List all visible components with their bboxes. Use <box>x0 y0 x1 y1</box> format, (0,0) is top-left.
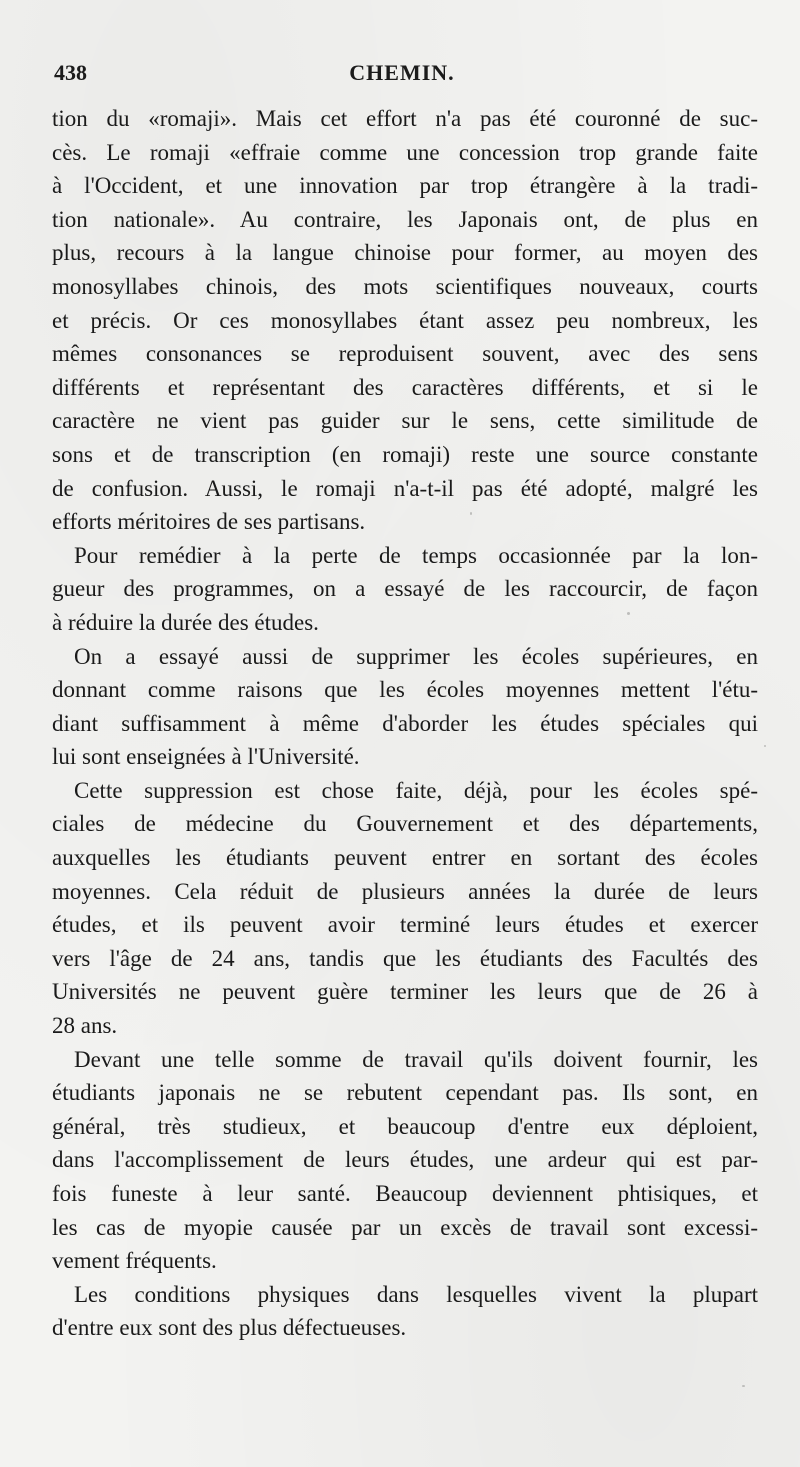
paper-speck <box>470 512 472 515</box>
body-text <box>52 102 758 1345</box>
paragraph <box>52 774 758 1043</box>
paper-speck <box>764 745 766 747</box>
text-line: à réduire la durée des études. <box>52 609 319 635</box>
text-line: cès. Le romaji «effraie comme une concession trop grande faite <box>52 139 758 165</box>
paper-speck <box>742 1385 745 1387</box>
text-line: général, très studieux, et beaucoup d'entre eux déploient, <box>52 1113 758 1139</box>
text-line: 28 ans. <box>52 1013 118 1039</box>
text-line: de confusion. Aussi, le romaji n'a-t-il pas été adopté, malgré les <box>52 475 758 501</box>
paragraph <box>52 1278 758 1345</box>
text-line: caractère ne vient pas guider sur le sens, cette similitude de <box>52 408 758 434</box>
paragraph <box>52 1043 758 1278</box>
text-line: Pour remédier à la perte de temps occasionnée par la lon- <box>74 542 758 568</box>
text-line: ciales de médecine du Gouvernement et des départements, <box>52 811 758 837</box>
text-line: d'entre eux sont des plus défectueuses. <box>52 1315 407 1341</box>
text-line: plus, recours à la langue chinoise pour former, au moyen des <box>52 240 758 266</box>
text-line: les cas de myopie causée par un excès de travail sont excessi- <box>52 1214 758 1240</box>
text-line: gueur des programmes, on a essayé de les raccourcir, de façon <box>52 576 758 602</box>
text-line: Cette suppression est chose faite, déjà, pour les écoles spé- <box>74 777 758 803</box>
text-line: auxquelles les étudiants peuvent entrer en sortant des écoles <box>52 845 758 871</box>
text-line: efforts méritoires de ses partisans. <box>52 509 366 535</box>
text-line: On a essayé aussi de supprimer les écoles supérieures, en <box>74 643 758 669</box>
text-line: vers l'âge de 24 ans, tandis que les étudiants des Facultés des <box>52 945 758 971</box>
text-line: études, et ils peuvent avoir terminé leurs études et exercer <box>52 912 758 938</box>
text-line: tion du «romaji». Mais cet effort n'a pas été couronné de suc- <box>52 106 758 131</box>
paragraph <box>52 539 758 640</box>
text-line: moyennes. Cela réduit de plusieurs années la durée de leurs <box>52 878 758 904</box>
text-line: lui sont enseignées à l'Université. <box>52 744 360 770</box>
text-line: étudiants japonais ne se rebutent cependant pas. Ils sont, en <box>52 1080 758 1106</box>
text-line: sons et de transcription (en romaji) reste une source constante <box>52 441 758 467</box>
text-line: tion nationale». Au contraire, les Japonais ont, de plus en <box>52 206 758 232</box>
text-line: monosyllabes chinois, des mots scientifiques nouveaux, courts <box>52 273 758 299</box>
text-line: diant suffisamment à même d'aborder les études spéciales qui <box>52 710 758 736</box>
text-line: dans l'accomplissement de leurs études, une ardeur qui est par- <box>52 1147 758 1173</box>
text-line: vement fréquents. <box>52 1248 217 1274</box>
text-line: Les conditions physiques dans lesquelles vivent la plupart <box>74 1281 758 1307</box>
paragraph <box>52 102 758 539</box>
running-title: CHEMIN. <box>349 60 455 85</box>
page-number: 438 <box>54 60 87 85</box>
text-line: donnant comme raisons que les écoles moyennes mettent l'étu- <box>52 677 758 703</box>
text-line: Devant une telle somme de travail qu'ils doivent fournir, les <box>74 1046 758 1072</box>
text-line: mêmes consonances se reproduisent souvent, avec des sens <box>52 341 758 367</box>
paragraph <box>52 640 758 774</box>
paper-speck <box>627 612 630 615</box>
running-head <box>54 60 750 88</box>
text-line: Universités ne peuvent guère terminer les leurs que de 26 à <box>52 979 758 1005</box>
text-line: et précis. Or ces monosyllabes étant assez peu nombreux, les <box>52 307 758 333</box>
text-line: fois funeste à leur santé. Beaucoup deviennent phtisiques, et <box>52 1181 758 1206</box>
text-line: différents et représentant des caractères différents, et si le <box>52 374 758 400</box>
text-line: à l'Occident, et une innovation par trop étrangère à la tradi- <box>52 173 758 199</box>
